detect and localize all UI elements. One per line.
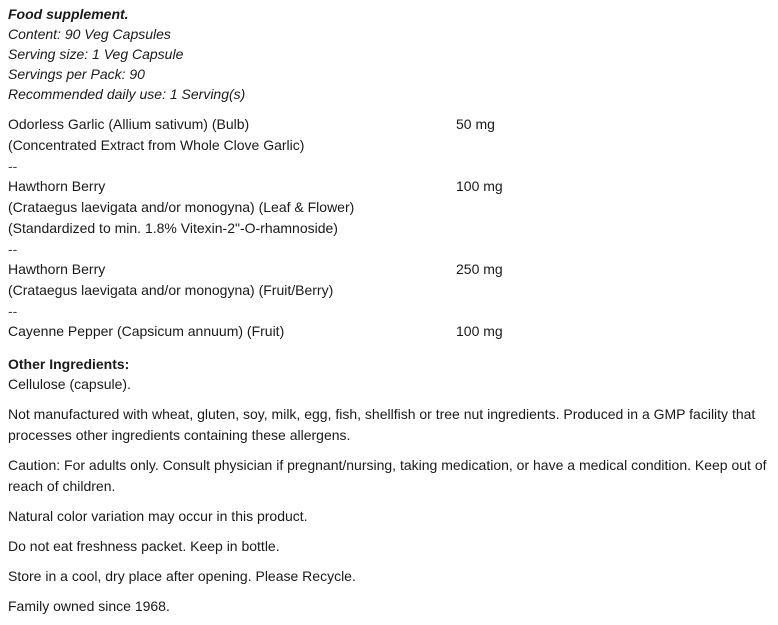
ingredient-line: (Concentrated Extract from Whole Clove Garlic): [8, 137, 305, 153]
other-ingredients-heading: Other Ingredients:: [8, 356, 130, 372]
ingredient-line: Cayenne Pepper (Capsicum annuum) (Fruit): [8, 323, 285, 339]
ingredient-line: Hawthorn Berry: [8, 178, 106, 194]
separator: --: [8, 303, 18, 319]
ingredient-line: Hawthorn Berry: [8, 261, 106, 277]
separator: --: [8, 241, 18, 257]
recommended-use-line: Recommended daily use: 1 Serving(s): [8, 86, 246, 102]
ingredient-line: Odorless Garlic (Allium sativum) (Bulb): [8, 116, 250, 132]
ingredient-line: (Standardized to min. 1.8% Vitexin-2"-O-rhamnoside): [8, 220, 338, 236]
ingredients-list: [8, 114, 778, 342]
content-line: Content: 90 Veg Capsules: [8, 26, 171, 42]
ingredient-row: [8, 321, 768, 342]
serving-size-line: Serving size: 1 Veg Capsule: [8, 46, 184, 62]
color-variation-note: Natural color variation may occur in this product.: [8, 508, 308, 524]
ingredient-amount: 100 mg: [456, 178, 503, 194]
ingredient-amount: 100 mg: [456, 323, 503, 339]
supplement-intro: [8, 4, 778, 104]
ingredient-name: [8, 321, 456, 342]
ingredient-name: [8, 114, 456, 156]
ingredient-name: [8, 259, 456, 301]
ingredient-row: [8, 114, 768, 156]
ingredient-amount: 50 mg: [456, 116, 495, 132]
ingredient-row: [8, 176, 768, 239]
allergen-note: Not manufactured with wheat, gluten, soy, milk, egg, fish, shellfish or tree nut ingredients. Produced in a GMP facility that processes other ingredients containing these allergens.: [8, 406, 756, 443]
ingredient-name: [8, 176, 456, 239]
storage-note: Store in a cool, dry place after opening. Please Recycle.: [8, 568, 356, 584]
ingredient-line: (Crataegus laevigata and/or monogyna) (Leaf & Flower): [8, 199, 355, 215]
ingredient-line: (Crataegus laevigata and/or monogyna) (Fruit/Berry): [8, 282, 334, 298]
other-ingredients-section: [8, 354, 778, 617]
other-ingredients-value: Cellulose (capsule).: [8, 376, 131, 392]
family-owned-note: Family owned since 1968.: [8, 598, 170, 614]
ingredient-amount: 250 mg: [456, 261, 503, 277]
caution-note: Caution: For adults only. Consult physician if pregnant/nursing, taking medication, or have a medical condition. Keep out of reach of children.: [8, 457, 767, 494]
servings-per-pack-line: Servings per Pack: 90: [8, 66, 145, 82]
supplement-title: Food supplement.: [8, 6, 129, 22]
freshness-packet-note: Do not eat freshness packet. Keep in bottle.: [8, 538, 280, 554]
ingredient-row: [8, 259, 768, 301]
separator: --: [8, 158, 18, 174]
